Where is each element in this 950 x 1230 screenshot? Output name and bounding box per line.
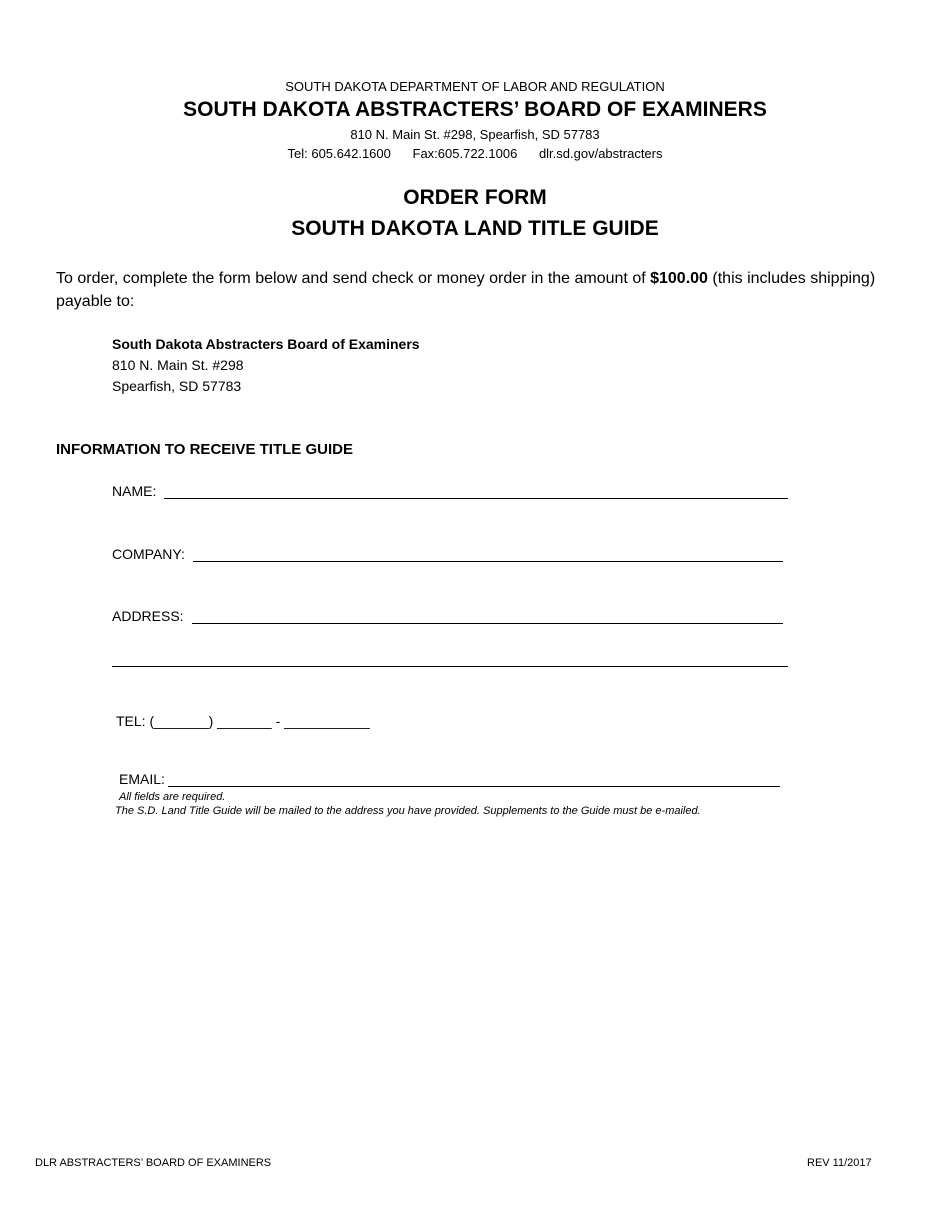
footer-revision: REV 11/2017 (807, 1157, 872, 1169)
department-name: SOUTH DAKOTA DEPARTMENT OF LABOR AND REGULATION (285, 79, 665, 94)
name-input-line[interactable] (164, 484, 788, 499)
address-label: ADDRESS: (112, 608, 184, 624)
footer-left: DLR ABSTRACTERS’ BOARD OF EXAMINERS (35, 1157, 272, 1169)
email-input-line[interactable] (168, 772, 780, 787)
instructions-text: To order, complete the form below and send check or money order in the amount of (56, 270, 651, 287)
address-input-line-2[interactable] (112, 666, 788, 667)
form-title: ORDER FORM (403, 186, 547, 209)
payee-street: 810 N. Main St. #298 (112, 357, 244, 373)
board-address: 810 N. Main St. #298, Spearfish, SD 57783 (350, 127, 600, 142)
order-instructions (56, 267, 886, 313)
company-input-line[interactable] (193, 547, 783, 562)
address-field (112, 608, 783, 624)
board-name: SOUTH DAKOTA ABSTRACTERS’ BOARD OF EXAMINERS (183, 98, 767, 121)
name-field (112, 483, 788, 499)
telephone: Tel: 605.642.1600 (287, 146, 391, 161)
tel-field[interactable]: TEL: (_______) _______ - ___________ (116, 713, 370, 729)
address-input-line[interactable] (192, 609, 783, 624)
section-title: INFORMATION TO RECEIVE TITLE GUIDE (56, 441, 353, 458)
company-field (112, 546, 783, 562)
name-label: NAME: (112, 483, 157, 499)
payee-block (112, 334, 420, 397)
email-label: EMAIL: (119, 771, 165, 787)
payee-name: South Dakota Abstracters Board of Examiners (112, 336, 420, 352)
form-subtitle: SOUTH DAKOTA LAND TITLE GUIDE (291, 217, 659, 240)
instructions-text-end: (this includes shipping) payable to: (56, 270, 876, 310)
fax: Fax:605.722.1006 (412, 146, 518, 161)
mailing-note: The S.D. Land Title Guide will be mailed to the address you have provided. Supplements to the Guide must be e-mailed. (115, 805, 701, 817)
required-note: All fields are required. (119, 791, 226, 803)
contact-line (0, 146, 950, 161)
order-amount: $100.00 (650, 270, 708, 287)
payee-city: Spearfish, SD 57783 (112, 378, 242, 394)
company-label: COMPANY: (112, 546, 185, 562)
email-field (119, 771, 780, 787)
website-link[interactable]: dlr.sd.gov/abstracters (538, 146, 663, 161)
